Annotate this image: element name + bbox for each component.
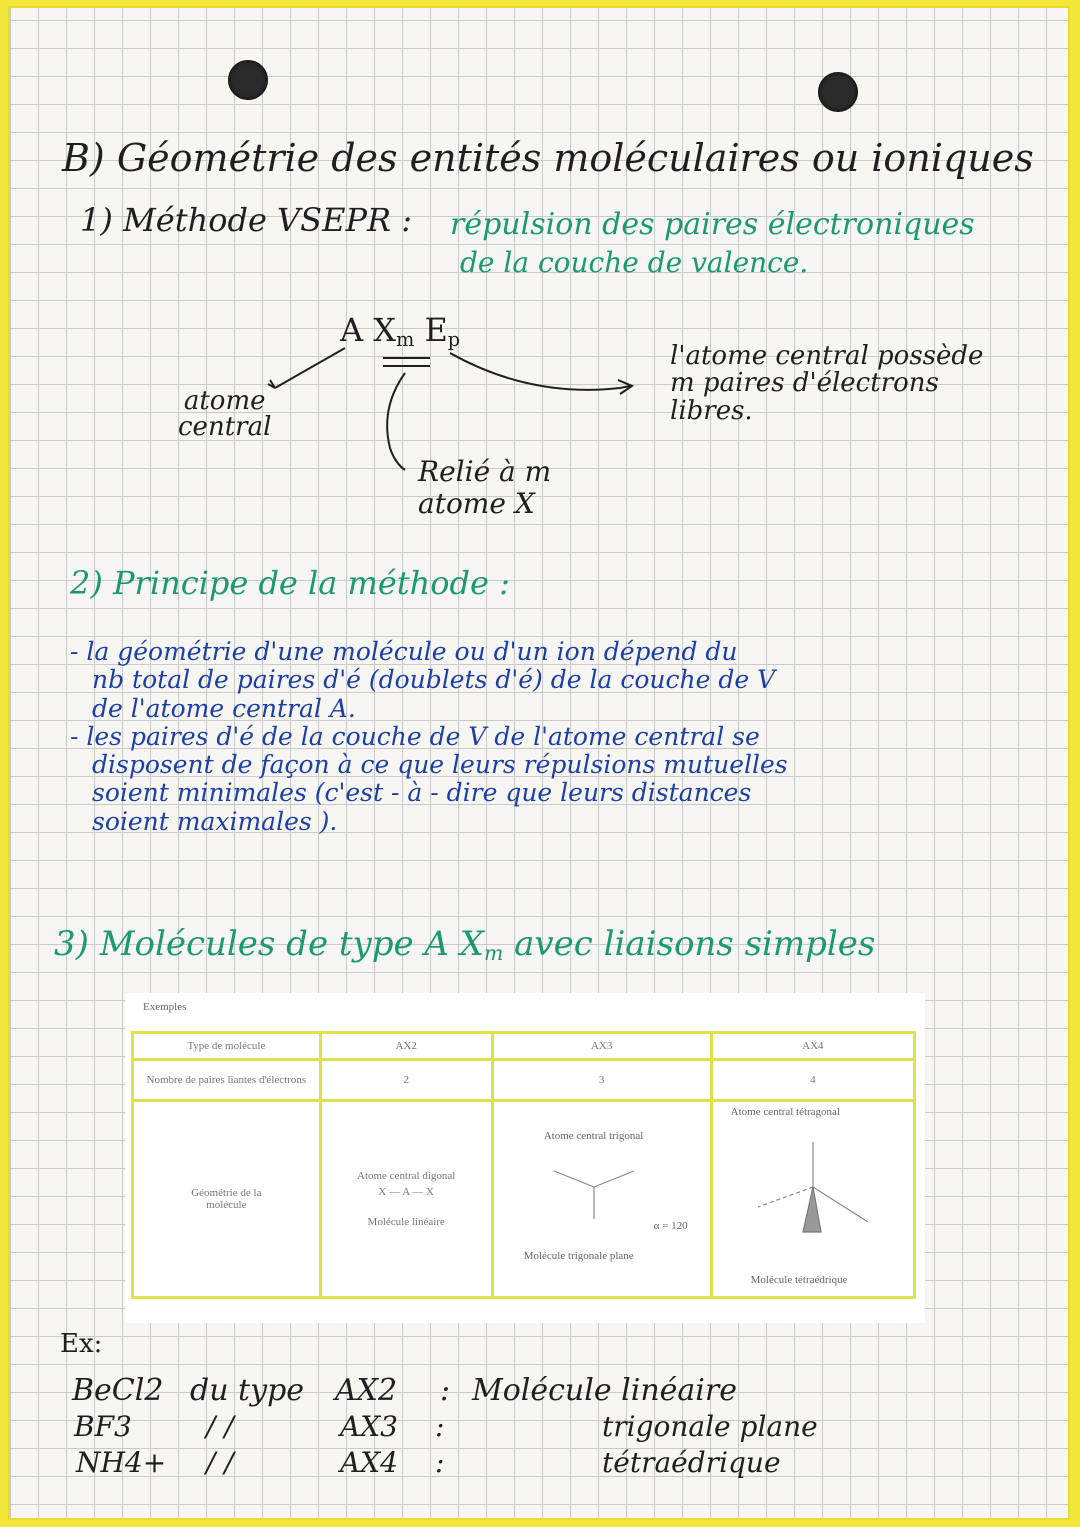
principe-line-4: - les paires d'é de la couche de V de l'atome central se — [70, 721, 760, 751]
example-result-nh4: tétraédrique — [602, 1446, 781, 1479]
examples-table-card — [125, 993, 925, 1323]
example-formula-bf3: BF3 — [74, 1410, 132, 1443]
formula-p: p — [447, 327, 461, 351]
paires-line3: libres. — [670, 395, 753, 426]
examples-table — [131, 1031, 916, 1299]
principe-text — [70, 638, 788, 836]
example-type-nh4: AX4 — [340, 1446, 398, 1479]
methode-desc-line1: répulsion des paires électroniques — [450, 207, 975, 242]
example-colon-becl2: : — [440, 1373, 451, 1408]
formula-a: A — [340, 311, 364, 349]
formula-x: X — [373, 311, 397, 349]
atome-central-label — [178, 388, 271, 440]
arrow-atome-central — [275, 348, 345, 388]
type-ax4: AX4 — [711, 1033, 914, 1060]
arrow-paires — [450, 353, 630, 390]
geometry-ax3 — [492, 1101, 711, 1298]
example-formula-nh4: NH4+ — [76, 1446, 167, 1479]
example-text-nh4: / / — [206, 1446, 234, 1479]
geometry-ax2-top: Atome central digonal — [357, 1170, 456, 1182]
paires-line1: l'atome central possède — [670, 341, 984, 371]
paires-line2: m paires d'électrons — [670, 368, 939, 399]
methode-desc-line2: de la couche de valence. — [460, 246, 809, 279]
trigonal-drawing — [534, 1157, 654, 1227]
geometry-ax2 — [320, 1101, 492, 1298]
example-text-bf3: / / — [206, 1410, 234, 1443]
examples-label: Ex: — [60, 1329, 103, 1359]
pairs-ax3: 3 — [492, 1060, 711, 1101]
example-type-bf3: AX3 — [340, 1410, 398, 1443]
row-label-type: Type de molécule — [133, 1033, 321, 1060]
principe-line-1: - la géométrie d'une molécule ou d'un ion dépend du — [70, 637, 738, 666]
formula-m: m — [396, 327, 415, 351]
relie-label — [418, 456, 551, 520]
geometry-ax3-angle: α = 120 — [653, 1220, 688, 1232]
relie-line1: Relié à m — [418, 455, 552, 488]
example-result-becl2: Molécule linéaire — [472, 1373, 737, 1408]
molecules-label — [54, 926, 875, 965]
example-formula-becl2: BeCl2 — [72, 1373, 164, 1408]
principe-line-3: de l'atome central A. — [92, 693, 356, 723]
molecules-label-sub: m — [484, 941, 504, 966]
paires-label — [670, 343, 983, 425]
section-title: B) Géométrie des entités moléculaires ou ioniques — [62, 136, 1034, 180]
arrow-relie — [387, 373, 405, 470]
example-result-bf3: trigonale plane — [602, 1410, 818, 1443]
molecules-label-post: avec liaisons simples — [503, 924, 876, 964]
example-colon-nh4: : — [435, 1446, 445, 1479]
principe-label: 2) Principe de la méthode : — [70, 564, 510, 602]
type-ax3: AX3 — [492, 1033, 711, 1060]
table-row-type — [133, 1033, 915, 1060]
geometry-ax4-name: Molécule tétraédrique — [750, 1274, 848, 1286]
pairs-ax2: 2 — [320, 1060, 492, 1101]
table-row-pairs — [133, 1060, 915, 1101]
pairs-ax4: 4 — [711, 1060, 914, 1101]
geometry-ax2-name: Molécule linéaire — [367, 1216, 445, 1228]
example-colon-bf3: : — [435, 1410, 445, 1443]
atome-central-line1: atome — [183, 386, 266, 416]
geometry-ax4 — [711, 1101, 914, 1298]
example-text-becl2: du type — [190, 1373, 305, 1408]
principe-line-6: soient minimales (c'est - à - dire que leurs distances — [92, 778, 752, 808]
formula-e: E — [424, 311, 448, 349]
type-ax2: AX2 — [320, 1033, 492, 1060]
geometry-ax3-name: Molécule trigonale plane — [523, 1250, 634, 1262]
tetrahedral-drawing — [743, 1132, 893, 1242]
row-label-geometry: Géométrie de la molécule — [133, 1101, 321, 1298]
principe-line-2: nb total de paires d'é (doublets d'é) de la couche de V — [92, 665, 776, 695]
molecules-label-pre: 3) Molécules de type A X — [54, 924, 484, 964]
geometry-ax2-drawing: X — A — X — [378, 1186, 434, 1198]
table-row-geometry — [133, 1101, 915, 1298]
geometry-ax4-top: Atome central tétragonal — [730, 1106, 840, 1118]
principe-line-7: soient maximales ). — [92, 806, 338, 836]
note-card — [10, 8, 1068, 1518]
geometry-ax3-top: Atome central trigonal — [543, 1130, 644, 1142]
example-type-becl2: AX2 — [335, 1373, 398, 1408]
table-caption: Exemples — [143, 1001, 187, 1013]
relie-line2: atome X — [418, 487, 535, 521]
atome-central-line2: central — [178, 412, 272, 442]
principe-line-5: disposent de façon à ce que leurs répulsions mutuelles — [92, 750, 788, 779]
row-label-pairs: Nombre de paires liantes d'électrons — [133, 1060, 321, 1101]
methode-label: 1) Méthode VSEPR : — [80, 201, 413, 239]
